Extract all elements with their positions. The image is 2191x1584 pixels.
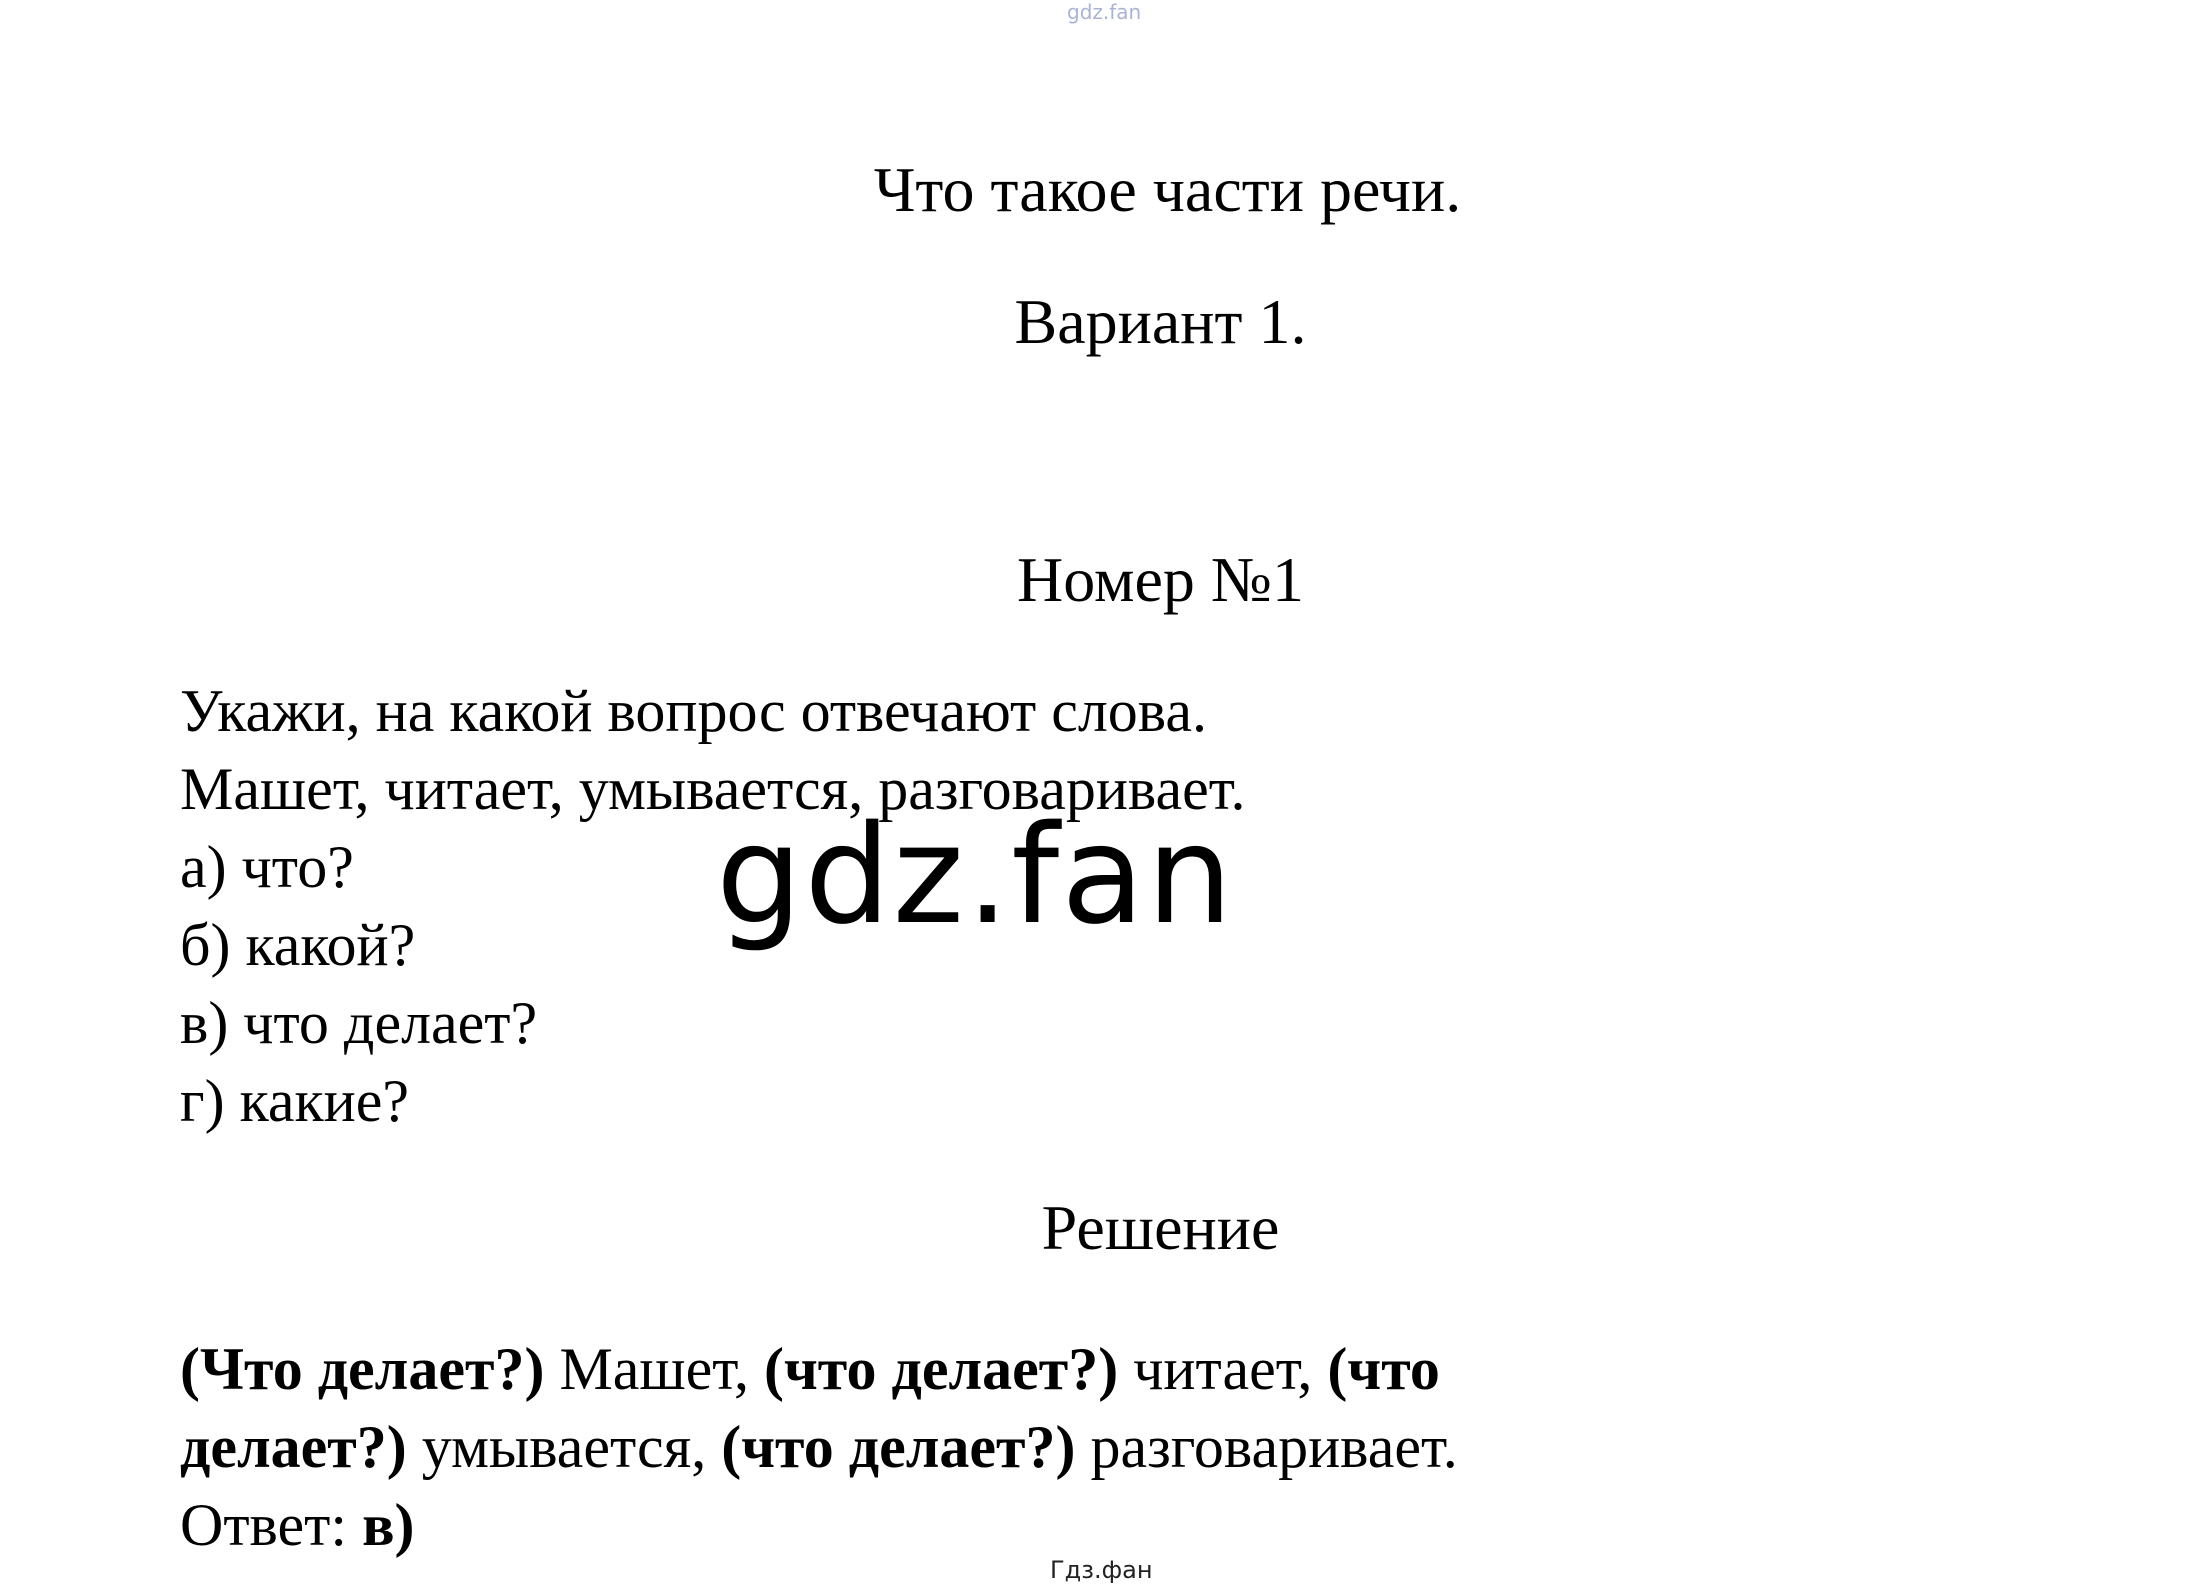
exercise-number: Номер №1 xyxy=(1017,544,1304,615)
answer-value: в) xyxy=(362,1492,415,1558)
variant-heading: Вариант 1. xyxy=(1014,286,1307,357)
question-3-part-2: делает?) xyxy=(180,1414,407,1480)
option-a: а) что? xyxy=(180,834,354,900)
solution-heading: Решение xyxy=(1041,1192,1280,1263)
option-c: в) что делает? xyxy=(180,990,538,1056)
solution-block xyxy=(180,1330,1458,1564)
question-2: (что делает?) xyxy=(763,1336,1119,1402)
question-4: (что делает?) xyxy=(721,1414,1076,1480)
question-3-part-1: (что xyxy=(1327,1336,1440,1402)
solution-line-2 xyxy=(180,1408,1458,1486)
solution-line-1 xyxy=(180,1330,1458,1408)
header-watermark: gdz.fan xyxy=(1067,0,1142,24)
word-1: Машет, xyxy=(544,1336,764,1402)
task-prompt: Укажи, на какой вопрос отвечают слова. xyxy=(180,678,1207,744)
word-2: читает, xyxy=(1118,1336,1328,1402)
option-b: б) какой? xyxy=(180,912,416,978)
answer-line xyxy=(180,1486,1458,1564)
task-words: Машет, читает, умывается, разговаривает. xyxy=(180,756,1246,822)
answer-label: Ответ: xyxy=(180,1492,363,1558)
footer-watermark: Гдз.фан xyxy=(1050,1556,1153,1584)
option-d: г) какие? xyxy=(180,1068,409,1134)
word-3: умывается, xyxy=(406,1414,722,1480)
center-watermark: gdz.fan xyxy=(716,797,1235,955)
word-4: разговаривает. xyxy=(1075,1414,1458,1480)
page-title: Что такое части речи. xyxy=(873,154,1462,225)
question-1: (Что делает?) xyxy=(180,1336,545,1402)
